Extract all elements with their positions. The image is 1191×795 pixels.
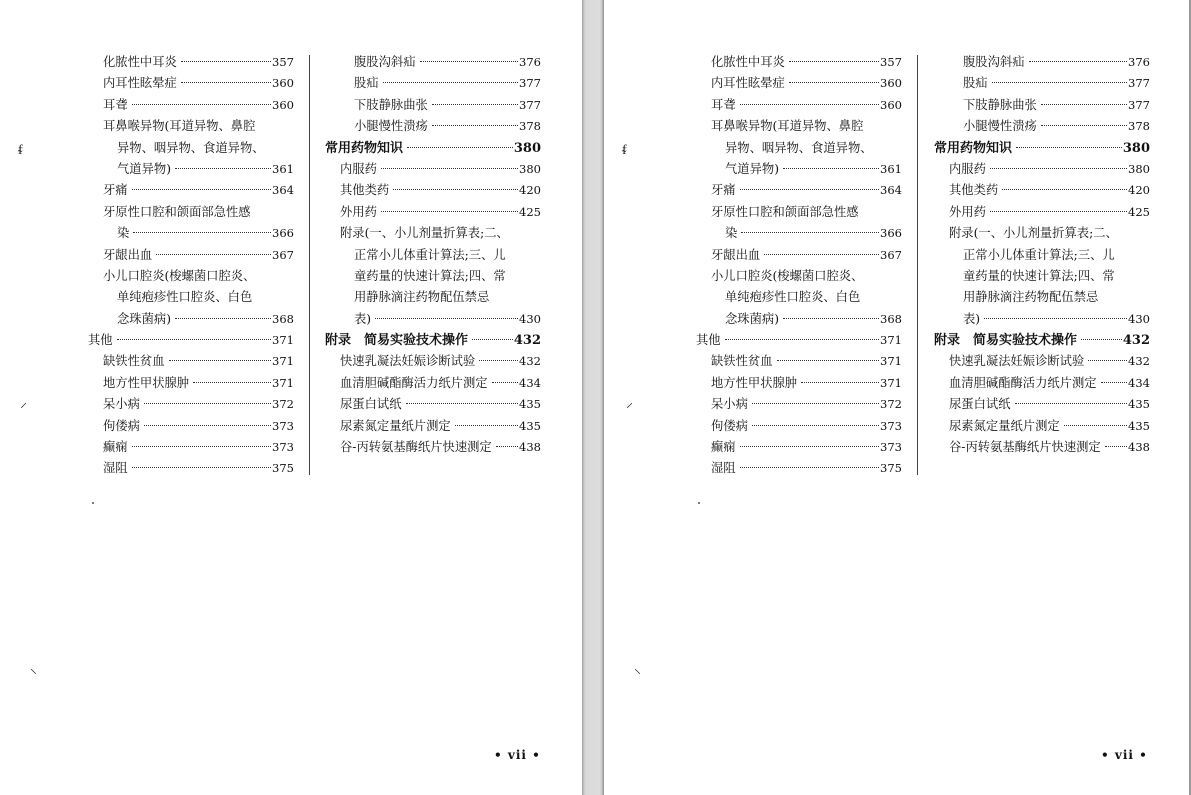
toc-entry (88, 458, 294, 479)
toc-entry-title: 快速乳凝法妊娠诊断试验 (949, 351, 1086, 372)
toc-page-number: 371 (272, 354, 294, 369)
toc-entry (325, 330, 541, 351)
toc-entry (325, 202, 541, 223)
toc-entry-title: 呆小病 (711, 394, 750, 415)
toc-page-number: 368 (880, 311, 902, 326)
toc-entry-title: 血清胆碱酯酶活力纸片测定 (340, 373, 490, 394)
toc-entry-title: 牙原性口腔和颌面部急性感 (711, 202, 861, 223)
page-gutter (582, 0, 604, 795)
toc-entry (934, 159, 1150, 180)
toc-page-number: 371 (880, 354, 902, 369)
toc-entry-title: 表) (354, 309, 373, 330)
toc-entry (325, 394, 541, 415)
dot-leader (420, 52, 519, 62)
dot-leader (992, 73, 1127, 83)
toc-entry-title: 耳聋 (711, 95, 738, 116)
toc-entry-title: 童药量的快速计算法;四、常 (354, 266, 508, 287)
dot-leader (740, 437, 879, 447)
toc-entry (88, 330, 294, 351)
toc-page-number: 438 (519, 440, 541, 455)
dot-leader (132, 180, 271, 190)
dot-leader (156, 245, 271, 255)
toc-entry-title: 佝偻病 (103, 416, 142, 437)
toc-entry (696, 309, 902, 330)
toc-column-right (934, 52, 1150, 458)
toc-entry (934, 437, 1150, 458)
toc-page-number: 380 (513, 140, 541, 156)
dot-leader (1041, 116, 1127, 126)
toc-entry-title: 附录 简易实验技术操作 (325, 330, 470, 351)
toc-entry (934, 73, 1150, 94)
toc-entry (696, 373, 902, 394)
toc-entry-title: 内耳性眩晕症 (711, 73, 787, 94)
toc-entry (934, 330, 1150, 351)
toc-page-number: 366 (880, 226, 902, 241)
dot-leader (144, 416, 271, 426)
toc-entry-title: 下肢静脉曲张 (963, 95, 1039, 116)
toc-page-number: 380 (519, 161, 541, 176)
toc-entry (88, 159, 294, 180)
toc-entry (934, 202, 1150, 223)
toc-page-number: 435 (519, 418, 541, 433)
toc-entry-title: 缺铁性贫血 (103, 351, 167, 372)
dot-leader (1101, 373, 1127, 383)
toc-entry-title: 内耳性眩晕症 (103, 73, 179, 94)
toc-entry (88, 52, 294, 73)
page-number: • vii • (1101, 748, 1148, 762)
toc-entry-title: 快速乳凝法妊娠诊断试验 (340, 351, 477, 372)
toc-entry-title: 念珠菌病) (725, 309, 781, 330)
toc-page-number: 366 (272, 226, 294, 241)
toc-entry-title: 气道异物) (725, 159, 781, 180)
toc-entry (934, 95, 1150, 116)
scan-speck: ᵮ (622, 142, 627, 158)
dot-leader (1105, 437, 1127, 447)
toc-page-number: 371 (880, 375, 902, 390)
dot-leader (393, 180, 518, 190)
toc-entry (696, 95, 902, 116)
toc-entry-title: 染 (725, 223, 739, 244)
toc-entry (696, 351, 902, 372)
toc-entry-title: 牙龈出血 (103, 245, 154, 266)
toc-entry-title: 湿阻 (711, 458, 738, 479)
toc-page-number: 371 (272, 375, 294, 390)
toc-entry (88, 223, 294, 244)
toc-entry (696, 116, 902, 137)
toc-entry (934, 351, 1150, 372)
document-page-right (604, 0, 1191, 795)
dot-leader (479, 351, 518, 361)
toc-page-number: 435 (519, 397, 541, 412)
toc-page-number: 372 (880, 397, 902, 412)
dot-leader (1016, 138, 1122, 148)
toc-entry-title: 下肢静脉曲张 (354, 95, 430, 116)
toc-page-number: 378 (1128, 119, 1150, 134)
page-number: • vii • (494, 748, 541, 762)
toc-entry-title: 尿蛋白试纸 (949, 394, 1013, 415)
dot-leader (132, 458, 271, 468)
toc-entry-title: 湿阻 (103, 458, 130, 479)
scan-speck: ⸝ (626, 395, 633, 411)
toc-entry (325, 351, 541, 372)
toc-entry-title: 癫痫 (711, 437, 738, 458)
toc-page-number: 361 (272, 161, 294, 176)
toc-entry-title: 正常小儿体重计算法;三、儿 (963, 245, 1117, 266)
toc-entry-title: 附录(一、小儿剂量折算表;二、 (949, 223, 1120, 244)
toc-entry (88, 266, 294, 287)
toc-page-number: 371 (272, 333, 294, 348)
toc-entry (325, 138, 541, 159)
scan-speck: ⸜ (634, 661, 641, 677)
toc-entry-title: 牙痛 (103, 180, 130, 201)
dot-leader (492, 373, 518, 383)
dot-leader (407, 138, 513, 148)
toc-page-number: 420 (1128, 183, 1150, 198)
dot-leader (132, 95, 271, 105)
toc-entry-title: 其他 (88, 330, 115, 351)
toc-entry-title: 小腿慢性溃疡 (354, 116, 430, 137)
toc-entry-title: 异物、咽异物、食道异物、 (117, 138, 267, 159)
toc-page-number: 438 (1128, 440, 1150, 455)
toc-entry-title: 气道异物) (117, 159, 173, 180)
dot-leader (383, 73, 518, 83)
toc-entry (696, 394, 902, 415)
toc-entry (88, 437, 294, 458)
toc-page-number: 357 (880, 55, 902, 69)
toc-entry-title: 正常小儿体重计算法;三、儿 (354, 245, 508, 266)
toc-page-number: 373 (272, 440, 294, 455)
toc-page-number: 373 (880, 418, 902, 433)
toc-entry (325, 180, 541, 201)
toc-entry (88, 202, 294, 223)
toc-entry-title: 耳鼻喉异物(耳道异物、鼻腔 (711, 116, 865, 137)
toc-entry-title: 尿素氮定量纸片测定 (340, 416, 453, 437)
toc-entry-title: 内服药 (340, 159, 379, 180)
toc-entry (88, 394, 294, 415)
dot-leader (181, 73, 271, 83)
toc-page-number: 377 (1128, 76, 1150, 91)
dot-leader (496, 437, 518, 447)
toc-entry-title: 其他 (696, 330, 723, 351)
toc-entry-title: 腹股沟斜疝 (963, 52, 1027, 73)
dot-leader (472, 330, 513, 340)
scan-speck (698, 502, 700, 504)
toc-entry (88, 73, 294, 94)
toc-entry (696, 138, 902, 159)
toc-entry (325, 73, 541, 94)
toc-page-number: 360 (272, 76, 294, 91)
toc-page-number: 377 (1128, 97, 1150, 112)
toc-page-number: 360 (880, 76, 902, 91)
toc-entry-title: 化脓性中耳炎 (711, 52, 787, 73)
toc-entry (934, 287, 1150, 308)
toc-column-left (696, 52, 902, 480)
toc-page-number: 430 (1128, 311, 1150, 326)
toc-entry (88, 351, 294, 372)
toc-entry-title: 单纯疱疹性口腔炎、白色 (117, 287, 254, 308)
dot-leader (181, 52, 271, 62)
toc-entry-title: 股疝 (963, 73, 990, 94)
toc-page-number: 378 (519, 119, 541, 134)
dot-leader (740, 180, 879, 190)
dot-leader (783, 159, 879, 169)
toc-page-number: 375 (272, 461, 294, 476)
toc-entry-title: 小儿口腔炎(梭螺菌口腔炎、 (711, 266, 865, 287)
toc-entry-title: 耳聋 (103, 95, 130, 116)
dot-leader (783, 309, 879, 319)
toc-column-left (88, 52, 294, 480)
dot-leader (144, 394, 271, 404)
toc-entry-title: 童药量的快速计算法;四、常 (963, 266, 1117, 287)
dot-leader (764, 245, 879, 255)
toc-entry (325, 437, 541, 458)
toc-column-right (325, 52, 541, 458)
toc-entry-title: 内服药 (949, 159, 988, 180)
toc-entry-title: 谷-丙转氨基酶纸片快速测定 (949, 437, 1103, 458)
toc-entry-title: 念珠菌病) (117, 309, 173, 330)
toc-entry (934, 223, 1150, 244)
toc-entry-title: 尿蛋白试纸 (340, 394, 404, 415)
toc-page-number: 367 (880, 247, 902, 262)
dot-leader (789, 52, 879, 62)
toc-entry (934, 416, 1150, 437)
column-divider (917, 55, 918, 475)
toc-page-number: 432 (1128, 354, 1150, 369)
toc-entry-title: 异物、咽异物、食道异物、 (725, 138, 875, 159)
toc-entry (934, 52, 1150, 73)
toc-entry (325, 416, 541, 437)
toc-page-number: 357 (272, 55, 294, 69)
dot-leader (432, 95, 518, 105)
toc-entry-title: 血清胆碱酯酶活力纸片测定 (949, 373, 1099, 394)
toc-entry (325, 52, 541, 73)
toc-page-number: 360 (880, 97, 902, 112)
dot-leader (455, 416, 518, 426)
toc-entry (325, 95, 541, 116)
toc-entry-title: 牙原性口腔和颌面部急性感 (103, 202, 253, 223)
toc-entry-title: 地方性甲状腺肿 (103, 373, 191, 394)
toc-page-number: 432 (1122, 333, 1150, 349)
toc-page-number: 425 (519, 204, 541, 219)
toc-page-number: 367 (272, 247, 294, 262)
toc-entry (934, 373, 1150, 394)
dot-leader (1002, 180, 1127, 190)
toc-entry (696, 180, 902, 201)
dot-leader (990, 202, 1127, 212)
scan-speck (92, 502, 94, 504)
toc-page-number: 361 (880, 161, 902, 176)
toc-page-number: 364 (272, 183, 294, 198)
dot-leader (984, 309, 1127, 319)
toc-entry-title: 牙痛 (711, 180, 738, 201)
toc-page-number: 372 (272, 397, 294, 412)
toc-page-number: 380 (1128, 161, 1150, 176)
scan-speck: ⸜ (30, 661, 37, 677)
dot-leader (740, 95, 879, 105)
dot-leader (801, 373, 879, 383)
toc-entry-title: 缺铁性贫血 (711, 351, 775, 372)
dot-leader (725, 330, 879, 340)
toc-entry-title: 股疝 (354, 73, 381, 94)
toc-page-number: 432 (519, 354, 541, 369)
toc-page-number: 360 (272, 97, 294, 112)
toc-entry (934, 245, 1150, 266)
toc-page-number: 434 (1128, 375, 1150, 390)
dot-leader (740, 458, 879, 468)
toc-entry (88, 180, 294, 201)
toc-page-number: 430 (519, 311, 541, 326)
toc-entry-title: 癫痫 (103, 437, 130, 458)
dot-leader (375, 309, 518, 319)
toc-page-number: 380 (1122, 140, 1150, 156)
toc-entry (696, 266, 902, 287)
toc-page-number: 377 (519, 76, 541, 91)
dot-leader (1015, 394, 1128, 404)
toc-entry-title: 外用药 (340, 202, 379, 223)
dot-leader (752, 416, 879, 426)
toc-entry (88, 116, 294, 137)
dot-leader (1064, 416, 1127, 426)
dot-leader (193, 373, 271, 383)
toc-entry (696, 52, 902, 73)
dot-leader (175, 309, 271, 319)
dot-leader (133, 223, 271, 233)
toc-entry-title: 小腿慢性溃疡 (963, 116, 1039, 137)
toc-page-number: 435 (1128, 418, 1150, 433)
toc-entry (934, 394, 1150, 415)
toc-entry-title: 其他类药 (949, 180, 1000, 201)
toc-entry (696, 245, 902, 266)
toc-entry (934, 116, 1150, 137)
toc-entry (325, 159, 541, 180)
toc-page-number: 364 (880, 183, 902, 198)
toc-entry (88, 245, 294, 266)
toc-entry-title: 常用药物知识 (325, 138, 405, 159)
scan-speck: ᵮ (18, 142, 23, 158)
toc-page-number: 377 (519, 97, 541, 112)
toc-entry (88, 373, 294, 394)
toc-entry (934, 180, 1150, 201)
dot-leader (990, 159, 1127, 169)
toc-entry-title: 单纯疱疹性口腔炎、白色 (725, 287, 862, 308)
toc-entry-title: 附录(一、小儿剂量折算表;二、 (340, 223, 511, 244)
toc-entry (934, 138, 1150, 159)
toc-entry-title: 附录 简易实验技术操作 (934, 330, 1079, 351)
toc-entry (696, 416, 902, 437)
toc-entry-title: 谷-丙转氨基酶纸片快速测定 (340, 437, 494, 458)
toc-entry (325, 266, 541, 287)
toc-page-number: 375 (880, 461, 902, 476)
toc-entry (88, 287, 294, 308)
scan-speck: ⸝ (20, 395, 27, 411)
toc-page-number: 373 (272, 418, 294, 433)
toc-entry (88, 309, 294, 330)
toc-page-number: 435 (1128, 397, 1150, 412)
column-divider (309, 55, 310, 475)
toc-entry-title: 佝偻病 (711, 416, 750, 437)
dot-leader (381, 159, 518, 169)
dot-leader (381, 202, 518, 212)
toc-entry-title: 小儿口腔炎(梭螺菌口腔炎、 (103, 266, 257, 287)
dot-leader (752, 394, 879, 404)
toc-entry-title: 腹股沟斜疝 (354, 52, 418, 73)
toc-entry-title: 牙龈出血 (711, 245, 762, 266)
toc-entry-title: 用静脉滴注药物配伍禁忌 (963, 287, 1100, 308)
toc-entry (325, 245, 541, 266)
dot-leader (1041, 95, 1127, 105)
toc-entry (696, 202, 902, 223)
dot-leader (175, 159, 271, 169)
toc-page-number: 368 (272, 311, 294, 326)
toc-entry (325, 223, 541, 244)
toc-entry-title: 其他类药 (340, 180, 391, 201)
toc-page-number: 371 (880, 333, 902, 348)
toc-page-number: 376 (519, 55, 541, 69)
dot-leader (169, 351, 272, 361)
toc-entry (696, 287, 902, 308)
dot-leader (789, 73, 879, 83)
toc-page-number: 376 (1128, 55, 1150, 69)
toc-entry (325, 309, 541, 330)
dot-leader (117, 330, 271, 340)
document-page-left (0, 0, 582, 795)
toc-entry (696, 437, 902, 458)
dot-leader (432, 116, 518, 126)
toc-entry (696, 223, 902, 244)
toc-page-number: 373 (880, 440, 902, 455)
toc-entry (934, 309, 1150, 330)
toc-entry-title: 用静脉滴注药物配伍禁忌 (354, 287, 491, 308)
dot-leader (1029, 52, 1128, 62)
toc-entry (696, 458, 902, 479)
toc-entry-title: 耳鼻喉异物(耳道异物、鼻腔 (103, 116, 257, 137)
dot-leader (1081, 330, 1122, 340)
toc-entry (325, 373, 541, 394)
dot-leader (741, 223, 879, 233)
toc-entry-title: 表) (963, 309, 982, 330)
toc-entry-title: 化脓性中耳炎 (103, 52, 179, 73)
dot-leader (777, 351, 880, 361)
toc-entry-title: 染 (117, 223, 131, 244)
toc-entry (88, 416, 294, 437)
toc-entry (88, 138, 294, 159)
toc-page-number: 425 (1128, 204, 1150, 219)
toc-entry (696, 73, 902, 94)
toc-entry (88, 95, 294, 116)
toc-entry-title: 外用药 (949, 202, 988, 223)
toc-entry (934, 266, 1150, 287)
toc-entry-title: 尿素氮定量纸片测定 (949, 416, 1062, 437)
toc-entry-title: 地方性甲状腺肿 (711, 373, 799, 394)
dot-leader (132, 437, 271, 447)
toc-entry (696, 330, 902, 351)
toc-page-number: 434 (519, 375, 541, 390)
toc-entry (325, 116, 541, 137)
toc-entry (325, 287, 541, 308)
dot-leader (1088, 351, 1127, 361)
toc-page-number: 420 (519, 183, 541, 198)
toc-entry (696, 159, 902, 180)
dot-leader (406, 394, 519, 404)
toc-entry-title: 呆小病 (103, 394, 142, 415)
toc-page-number: 432 (513, 333, 541, 349)
toc-entry-title: 常用药物知识 (934, 138, 1014, 159)
